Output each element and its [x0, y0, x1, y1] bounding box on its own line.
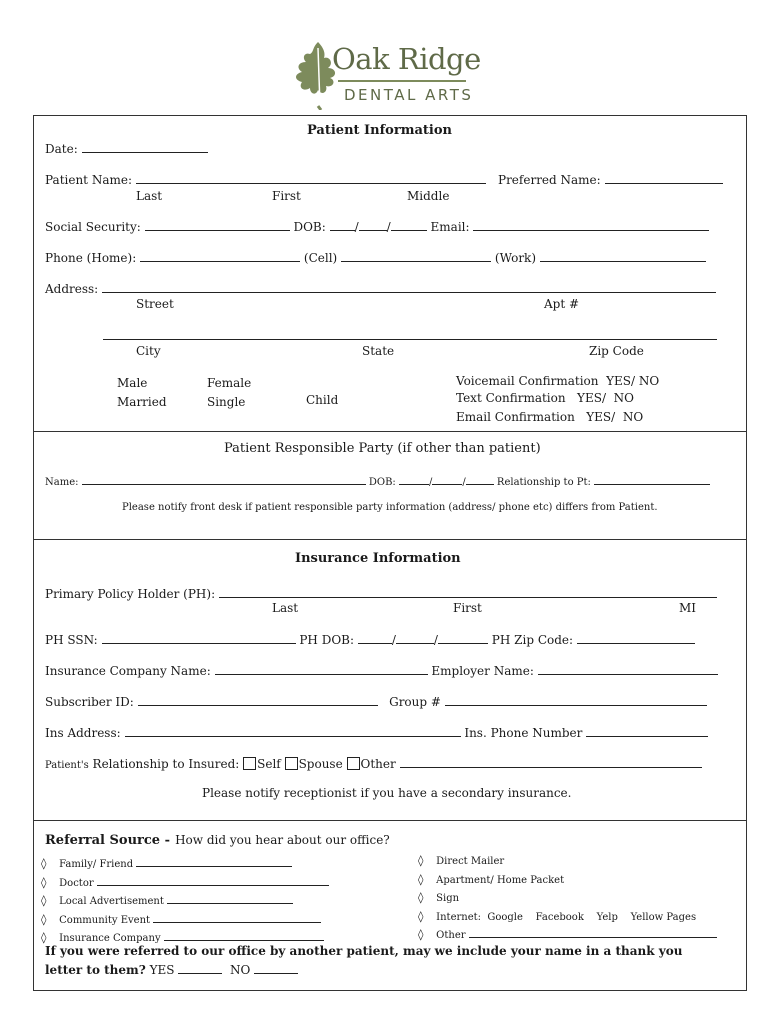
- referral-option-apartment[interactable]: ◊ Apartment/ Home Packet: [418, 872, 565, 886]
- ins-address-row[interactable]: [45, 725, 708, 740]
- diamond-icon: ◊: [41, 857, 47, 870]
- city-line[interactable]: [103, 339, 717, 340]
- responsible-relationship-label: Relationship to Pt:: [496, 477, 591, 488]
- subscriber-label: Subscriber ID:: [45, 695, 134, 709]
- ssn-label: Social Security:: [45, 220, 141, 234]
- referral-option-doctor[interactable]: ◊ Doctor: [41, 874, 329, 893]
- other-referral-line[interactable]: [469, 929, 717, 938]
- child-option[interactable]: Child: [306, 393, 339, 407]
- employer-line[interactable]: [538, 663, 718, 675]
- spouse-label: Spouse: [298, 757, 343, 771]
- ph-dob-day-line[interactable]: [396, 632, 434, 644]
- ins-phone-label: Ins. Phone Number: [464, 726, 583, 740]
- male-option[interactable]: Male: [117, 376, 148, 390]
- ph-ssn-line[interactable]: [102, 632, 296, 644]
- thank-you-question: If you were referred to our office by another patient, may we include your name in a thank you: [45, 944, 683, 958]
- diamond-icon: ◊: [418, 928, 424, 941]
- address-line[interactable]: [102, 281, 716, 293]
- email-line[interactable]: [473, 219, 709, 231]
- holder-mi-caption: MI: [679, 601, 697, 615]
- responsible-notice: Please notify front desk if patient responsible party information (address/ phone etc) differs from Patient.: [122, 502, 658, 513]
- group-label: Group #: [389, 695, 441, 709]
- first-caption: First: [272, 189, 301, 203]
- phone-work-label: (Work): [494, 251, 537, 265]
- middle-caption: Middle: [407, 189, 450, 203]
- relationship-label: Relationship to Insured:: [92, 757, 240, 771]
- referral-option-sign[interactable]: ◊ Sign: [418, 891, 460, 904]
- local-ad-line[interactable]: [167, 895, 293, 904]
- diamond-icon: ◊: [41, 931, 47, 944]
- diamond-icon: ◊: [418, 872, 424, 886]
- internet-yellow-pages[interactable]: Yellow Pages: [630, 911, 697, 923]
- referral-subtitle: How did you hear about our office?: [175, 833, 390, 847]
- referral-option-family[interactable]: ◊ Family/ Friend: [41, 855, 329, 874]
- insurance-title: Insurance Information: [295, 551, 461, 566]
- thank-you-no-label: NO: [229, 963, 251, 977]
- family-line[interactable]: [136, 858, 292, 867]
- referral-right-list: [418, 852, 717, 945]
- preferred-name-line[interactable]: [605, 172, 723, 184]
- patient-name-label: Patient Name:: [45, 173, 132, 187]
- insurance-notice: Please notify receptionist if you have a secondary insurance.: [202, 786, 572, 800]
- ins-address-line[interactable]: [125, 725, 461, 737]
- other-checkbox[interactable]: [347, 757, 360, 770]
- preferred-name-label: Preferred Name:: [498, 173, 601, 187]
- logo: [288, 38, 481, 110]
- date-field[interactable]: [45, 141, 208, 156]
- phone-home-label: Phone (Home):: [45, 251, 137, 265]
- patient-name-line[interactable]: [136, 172, 486, 184]
- referral-title: Referral Source -: [45, 833, 170, 848]
- preferred-name-field[interactable]: [498, 172, 723, 187]
- ph-zip-label: PH Zip Code:: [491, 633, 574, 647]
- zip-caption: Zip Code: [589, 344, 644, 358]
- dob-day-line[interactable]: [359, 219, 387, 231]
- internet-facebook[interactable]: Facebook: [535, 911, 584, 923]
- insurance-section: [33, 539, 747, 821]
- city-caption: City: [136, 344, 161, 358]
- responsible-name-label: Name:: [45, 477, 79, 488]
- employer-label: Employer Name:: [431, 664, 534, 678]
- policy-holder-row[interactable]: [45, 586, 717, 601]
- date-line[interactable]: [82, 141, 208, 153]
- text-confirmation[interactable]: Text Confirmation YES/ NO: [456, 391, 634, 405]
- ssn-line[interactable]: [145, 219, 290, 231]
- ph-dob-year-line[interactable]: [438, 632, 488, 644]
- ins-address-label: Ins Address:: [45, 726, 121, 740]
- diamond-icon: ◊: [41, 875, 47, 889]
- responsible-party-title: Patient Responsible Party (if other than patient): [224, 441, 541, 456]
- address-label: Address:: [45, 282, 99, 296]
- phone-row[interactable]: [45, 250, 706, 265]
- referral-left-list: [41, 855, 329, 948]
- phone-work-line[interactable]: [540, 250, 706, 262]
- self-label: Self: [257, 757, 281, 771]
- insurance-company-line[interactable]: [215, 663, 428, 675]
- responsible-name-line[interactable]: [82, 476, 366, 485]
- spouse-checkbox[interactable]: [285, 757, 298, 770]
- last-caption: Last: [136, 189, 163, 203]
- diamond-icon: ◊: [418, 909, 424, 923]
- date-label: Date:: [45, 142, 78, 156]
- diamond-icon: ◊: [418, 854, 424, 867]
- referral-option-insurance[interactable]: ◊ Insurance Company: [41, 929, 329, 948]
- thank-you-no-line[interactable]: [254, 962, 298, 974]
- logo-subtitle: DENTAL ARTS: [344, 86, 474, 104]
- diamond-icon: ◊: [418, 891, 424, 904]
- dob-year-line[interactable]: [391, 219, 427, 231]
- insurance-company-ref-line[interactable]: [164, 932, 324, 941]
- relationship-prefix: Patient's: [45, 760, 89, 771]
- referral-option-local-ad[interactable]: ◊ Local Advertisement: [41, 892, 329, 911]
- street-caption: Street: [136, 297, 174, 311]
- doctor-line[interactable]: [97, 877, 329, 886]
- state-caption: State: [362, 344, 395, 358]
- ph-zip-line[interactable]: [577, 632, 695, 644]
- ph-ssn-label: PH SSN:: [45, 633, 98, 647]
- logo-underline: [338, 80, 466, 82]
- thank-you-yes-label: YES: [149, 963, 175, 977]
- dob-label: DOB:: [293, 220, 326, 234]
- referral-option-internet[interactable]: ◊ Internet: Google Facebook Yelp Yellow Pages: [418, 909, 697, 923]
- responsible-dob-month-line[interactable]: [399, 476, 429, 485]
- female-option[interactable]: Female: [207, 376, 252, 390]
- other-relationship-line[interactable]: [400, 756, 702, 768]
- holder-last-caption: Last: [272, 601, 299, 615]
- thank-you-row[interactable]: [45, 962, 298, 977]
- subscriber-line[interactable]: [138, 694, 378, 706]
- policy-holder-label: Primary Policy Holder (PH):: [45, 587, 216, 601]
- responsible-relationship-line[interactable]: [594, 476, 710, 485]
- patient-name-field[interactable]: [45, 172, 486, 187]
- single-option[interactable]: Single: [207, 395, 246, 409]
- diamond-icon: ◊: [41, 912, 47, 926]
- ph-ssn-row[interactable]: PH SSN: PH DOB: / / PH Zip Code:: [45, 632, 695, 647]
- subscriber-row[interactable]: [45, 694, 707, 709]
- holder-first-caption: First: [453, 601, 482, 615]
- referral-header: [45, 829, 390, 848]
- phone-cell-label: (Cell): [303, 251, 338, 265]
- address-row[interactable]: [45, 281, 716, 296]
- other-label: Other: [360, 757, 396, 771]
- group-line[interactable]: [445, 694, 707, 706]
- dob-month-line[interactable]: [330, 219, 355, 231]
- diamond-icon: ◊: [41, 894, 47, 907]
- internet-google[interactable]: Google: [487, 911, 523, 923]
- ssn-row[interactable]: Social Security: DOB: / / Email:: [45, 219, 709, 234]
- company-row[interactable]: [45, 663, 718, 678]
- phone-cell-line[interactable]: [341, 250, 491, 262]
- ph-dob-month-line[interactable]: [358, 632, 392, 644]
- community-line[interactable]: [153, 914, 321, 923]
- self-checkbox[interactable]: [243, 757, 256, 770]
- policy-holder-line[interactable]: [219, 586, 717, 598]
- relationship-row[interactable]: [45, 756, 702, 771]
- internet-yelp[interactable]: Yelp: [596, 911, 618, 923]
- responsible-dob-label: DOB:: [368, 477, 396, 488]
- responsible-dob-year-line[interactable]: [466, 476, 494, 485]
- patient-info-title: Patient Information: [307, 123, 452, 138]
- responsible-dob-day-line[interactable]: [432, 476, 462, 485]
- thank-you-yes-line[interactable]: [178, 962, 222, 974]
- ph-dob-label: PH DOB:: [299, 633, 355, 647]
- email-confirmation[interactable]: Email Confirmation YES/ NO: [456, 410, 644, 424]
- phone-home-line[interactable]: [140, 250, 300, 262]
- referral-option-community[interactable]: ◊ Community Event: [41, 911, 329, 930]
- referral-option-other[interactable]: ◊ Other: [418, 926, 717, 945]
- apt-caption: Apt #: [544, 297, 580, 311]
- referral-option-mailer[interactable]: ◊ Direct Mailer: [418, 854, 505, 867]
- email-label: Email:: [430, 220, 470, 234]
- insurance-company-label: Insurance Company Name:: [45, 664, 211, 678]
- responsible-row[interactable]: Name: DOB: / / Relationship to Pt:: [45, 476, 710, 488]
- married-option[interactable]: Married: [117, 395, 167, 409]
- logo-name: Oak Ridge: [332, 42, 481, 76]
- voicemail-confirmation[interactable]: Voicemail Confirmation YES/ NO: [456, 374, 660, 388]
- thank-you-question-line2: letter to them?: [45, 963, 146, 977]
- ins-phone-line[interactable]: [586, 725, 708, 737]
